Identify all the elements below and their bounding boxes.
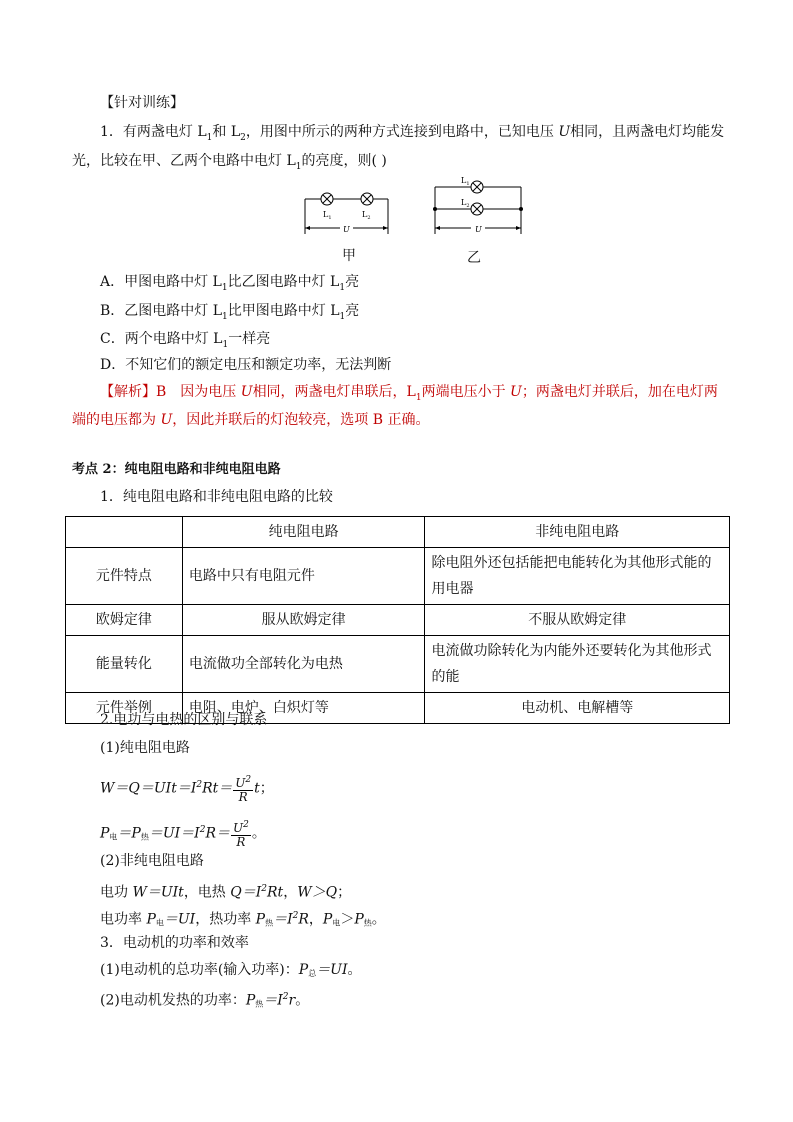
np2-sub-dian-2: 电 [332,918,341,928]
m2-sub: 热 [255,999,264,1009]
comparison-table [65,516,730,724]
eq2-rest: ＝UI＝I [148,825,200,842]
table-cell: 服从欧姆定律 [182,605,425,636]
ana-sub: 1 [415,392,422,403]
np2-e: R [298,911,309,928]
motor-line-1 [100,960,362,984]
np2-P1: P [146,911,156,928]
ana-text-f: ，因此并联后的灯泡较亮，选项 B 正确。 [172,412,430,428]
nonpure-line-2 [100,906,386,934]
table-cell: 不服从欧姆定律 [425,605,730,636]
eq1-fraction [233,774,253,804]
table-header-cell: 纯电阻电路 [182,517,425,548]
sec3-title: 3．电动机的功率和效率 [100,935,249,951]
np1-g: W＞Q [297,884,338,901]
np2-f: ， [308,911,323,928]
compare-title: 1．纯电阻电路和非纯电阻电路的比较 [100,489,333,505]
np2-g: ＞ [340,911,355,928]
option-d: D．不知它们的额定电压和额定功率，无法判断 [100,357,392,373]
opt-c-sub: 1 [222,339,229,350]
ana-text-e: 端的电压都为 [72,412,161,428]
q1-sub1: 1 [206,132,213,143]
np2-P4: P [354,911,364,928]
np2-d: ＝I [273,911,293,928]
diagram-yi-caption: 乙 [467,250,481,266]
opt-a-sub-2: 1 [339,282,346,293]
circuit-diagrams [295,172,535,272]
table-header-row [66,517,730,548]
np1-e: Rt [267,884,284,901]
motor-line-2 [100,987,309,1015]
opt-a-text-2: 比乙图电路中灯 L [227,274,340,290]
ana-U-2: U [510,384,522,400]
eq2-exp: 2 [199,825,206,835]
table-cell: 电路中只有电阻元件 [182,548,425,605]
ana-U-3: U [160,412,173,428]
yi-L2-label: $L_2$ [461,198,470,209]
opt-a-sub-1: 1 [221,282,228,293]
table-cell: 元件特点 [66,548,183,605]
m1-c: 。 [347,962,362,978]
ana-text-b: 相同，两盏电灯串联后，L [252,384,416,400]
np1-h: ； [337,884,352,901]
question-line-1 [100,122,724,148]
table-header-cell: 非纯电阻电路 [425,517,730,548]
jia-L2-label: $L_2$ [362,210,371,221]
analysis-line-1 [100,382,718,408]
sec2-title: 2.电功与电热的区别与联系 [100,712,268,728]
table-header-cell [66,517,183,548]
q1-U: U [558,124,571,140]
nonpure-title: (2)非纯电阻电路 [100,853,204,869]
np1-f: ， [283,884,298,901]
np2-h: 。 [371,911,386,928]
m1-a: (1)电动机的总功率(输入功率)： [100,962,299,978]
jia-L1-label: $L_1$ [323,210,332,221]
m2-P: P [245,992,256,1009]
eq2-sub-re: 热 [140,832,149,842]
eq1-t: t [254,780,260,797]
np2-sub-re-1: 热 [265,918,274,928]
table-cell: 欧姆定律 [66,605,183,636]
eq2-P: P [100,825,110,842]
np1-a: 电功 [100,884,133,901]
m2-d: 。 [295,992,310,1009]
m2-b: ＝I [263,992,283,1009]
table-cell: 除电阻外还包括能把电能转化为其他形式能的用电器 [425,548,730,605]
np1-exp: 2 [261,884,268,894]
eq2-den: R [236,834,246,849]
option-b [100,301,359,327]
kaodian-2-heading: 考点 2：纯电阻电路和非纯电阻电路 [72,462,281,477]
q1-text-a: 1．有两盏电灯 L [100,124,207,140]
q2-text-a: 光，比较在甲、乙两个电路中电灯 L [72,153,296,169]
opt-c-text-1: C．两个电路中灯 L [100,331,223,347]
option-a [100,272,359,298]
table-cell: 元件举例 [66,693,183,724]
nonpure-line-1 [100,879,351,903]
ana-text-d: ；两盏电灯并联后，加在电灯两 [521,384,718,400]
opt-b-text-2: 比甲图电路中灯 L [227,303,340,319]
q1-text-d: 相同，且两盏电灯均能发 [570,124,725,140]
eq1-num: U [235,775,246,790]
np1-c: ，电热 [183,884,231,901]
m1-P: P [298,962,309,978]
m2-a: (2)电动机发热的功率： [100,992,246,1009]
analysis-line-2 [72,410,429,430]
q1-sub2: 2 [240,132,246,143]
opt-b-sub-2: 1 [339,311,346,322]
table-cell: 能量转化 [66,636,183,693]
ana-U-1: U [240,384,253,400]
table-cell: 电流做功全部转化为电热 [182,636,425,693]
eq2-end: 。 [251,825,266,842]
eq2-num: U [232,820,244,835]
opt-a-text-1: A．甲图电路中灯 L [100,274,222,290]
pure-title: (1)纯电阻电路 [100,740,190,756]
section-title: 【针对训练】 [100,95,184,111]
jia-U-label: U [343,225,350,234]
option-c [100,329,270,355]
circuit-jia [305,193,388,234]
q2-sub1: 1 [295,161,302,172]
eq2-mid: ＝P [117,825,141,842]
table-row [66,605,730,636]
m2-c: r [288,992,296,1009]
table-row [66,636,730,693]
equation-1 [100,770,274,804]
eq1-end: ； [259,780,274,797]
diagram-jia-caption: 甲 [342,248,356,264]
eq2-sub-dian: 电 [109,832,118,842]
table-cell: 电流做功除转化为内能外还要转化为其他形式的能 [425,636,730,693]
m2-exp: 2 [282,992,289,1002]
m1-sub: 总 [308,969,317,978]
m1-b: ＝UI [316,962,348,978]
opt-b-sub-1: 1 [222,311,228,322]
eq1-part-b: Rt＝ [202,780,233,797]
q2-text-b: 的亮度，则( ) [301,153,387,169]
eq1-W: W [100,780,115,797]
table-row [66,548,730,605]
np2-P3: P [322,911,333,928]
eq1-den: R [238,789,248,804]
opt-b-text-3: 亮 [345,303,360,319]
np2-c: ，热功率 [195,911,256,928]
eq1-exp: 2 [196,780,203,790]
np1-b: W＝UIt [132,884,184,901]
ana-text-c: 两端电压小于 [421,384,511,400]
opt-b-text-1: B．乙图电路中灯 L [100,303,223,319]
yi-L1-label: $L_1$ [461,176,470,187]
np2-b: ＝UI [163,911,196,928]
opt-a-text-3: 亮 [345,274,360,290]
np2-a: 电功率 [100,911,147,928]
eq1-part-a: ＝Q＝UIt＝I [114,780,197,797]
equation-2 [100,815,266,853]
ana-text-a: 【解析】B 因为电压 [100,384,241,400]
opt-c-text-2: 一样亮 [228,331,271,347]
np1-d: Q＝I [230,884,262,901]
yi-U-label: U [475,225,482,234]
np2-sub-dian-1: 电 [155,918,164,928]
table-cell: 电阻、电炉、白炽灯等 [182,693,425,724]
eq2-R: R＝ [205,825,230,842]
eq2-fraction [231,819,251,849]
circuit-yi [433,176,523,234]
q1-text-c: ，用图中所示的两种方式连接到电路中，已知电压 [245,124,559,140]
eq2-num-exp: 2 [243,819,249,830]
np2-exp: 2 [292,911,299,921]
q1-text-b: 和 L [212,124,241,140]
eq1-num-exp: 2 [245,774,252,785]
table-cell: 电动机、电解槽等 [425,693,730,724]
np2-sub-re-2: 热 [363,918,372,928]
np2-P2: P [255,911,266,928]
